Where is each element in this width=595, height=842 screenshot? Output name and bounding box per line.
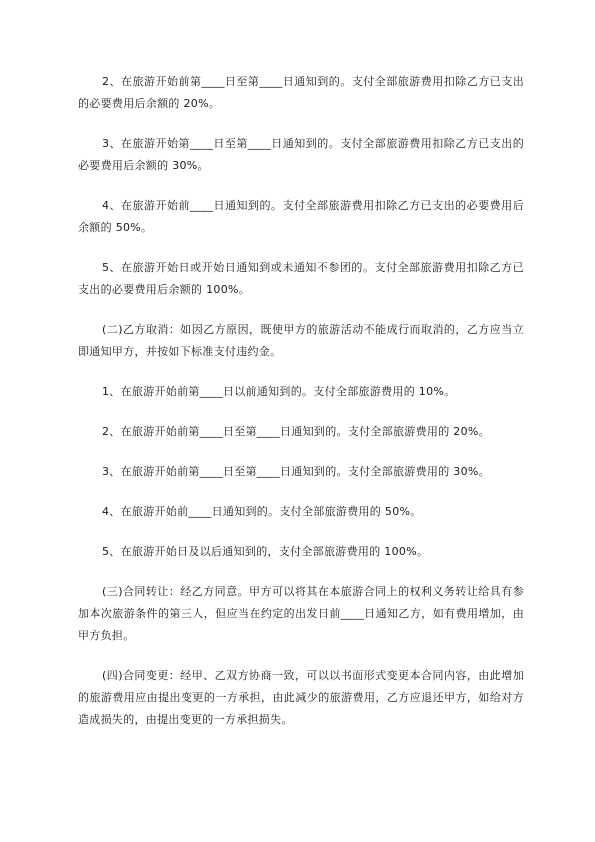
penalty-item-50pct: 4、在旅游开始前____日通知到的。支付全部旅游费用的 50%。 <box>102 505 422 518</box>
penalty-item-10pct: 1、在旅游开始前第____日以前通知到的。支付全部旅游费用的 10%。 <box>102 385 456 398</box>
penalty-item-30pct: 3、在旅游开始前第____日至第____日通知到的。支付全部旅游费用的 30%。 <box>102 465 490 478</box>
section-contract-transfer: (三)合同转让：经乙方同意。甲方可以将其在本旅游合同上的权利义务转让给具有参加本次旅游条件的第三人，但应当在约定的出发日前____日通知乙方，如有费用增加，由甲方负担。 <box>78 585 524 642</box>
clause-2-early-cancel-20pct: 2、在旅游开始前第____日至第____日通知到的。支付全部旅游费用扣除乙方已支出的必要费用后余额的 20%。 <box>78 75 524 110</box>
clause-3-early-cancel-30pct: 3、在旅游开始第____日至第____日通知到的。支付全部旅游费用扣除乙方已支出的必要费用后余额的 30%。 <box>78 137 524 172</box>
section-party-b-cancellation: (二)乙方取消：如因乙方原因，既使甲方的旅游活动不能成行而取消的，乙方应当立即通知甲方，并按如下标准支付违约金。 <box>78 323 524 358</box>
document-body <box>78 71 524 749</box>
penalty-item-100pct: 5、在旅游开始日及以后通知到的，支付全部旅游费用的 100%。 <box>102 545 429 558</box>
clause-5-start-day-100pct: 5、在旅游开始日或开始日通知到或未通知不参团的。支付全部旅游费用扣除乙方已支出的必要费用后余额的 100%。 <box>78 261 524 296</box>
clause-4-early-cancel-50pct: 4、在旅游开始前____日通知到的。支付全部旅游费用扣除乙方已支出的必要费用后余额的 50%。 <box>78 199 524 234</box>
section-contract-change: (四)合同变更：经甲、乙双方协商一致，可以以书面形式变更本合同内容，由此增加的旅游费用应由提出变更的一方承担，由此减少的旅游费用，乙方应退还甲方，如给对方造成损失的，由提出变更的一方承担损失。 <box>78 669 524 726</box>
penalty-item-20pct: 2、在旅游开始前第____日至第____日通知到的。支付全部旅游费用的 20%。 <box>102 425 490 438</box>
